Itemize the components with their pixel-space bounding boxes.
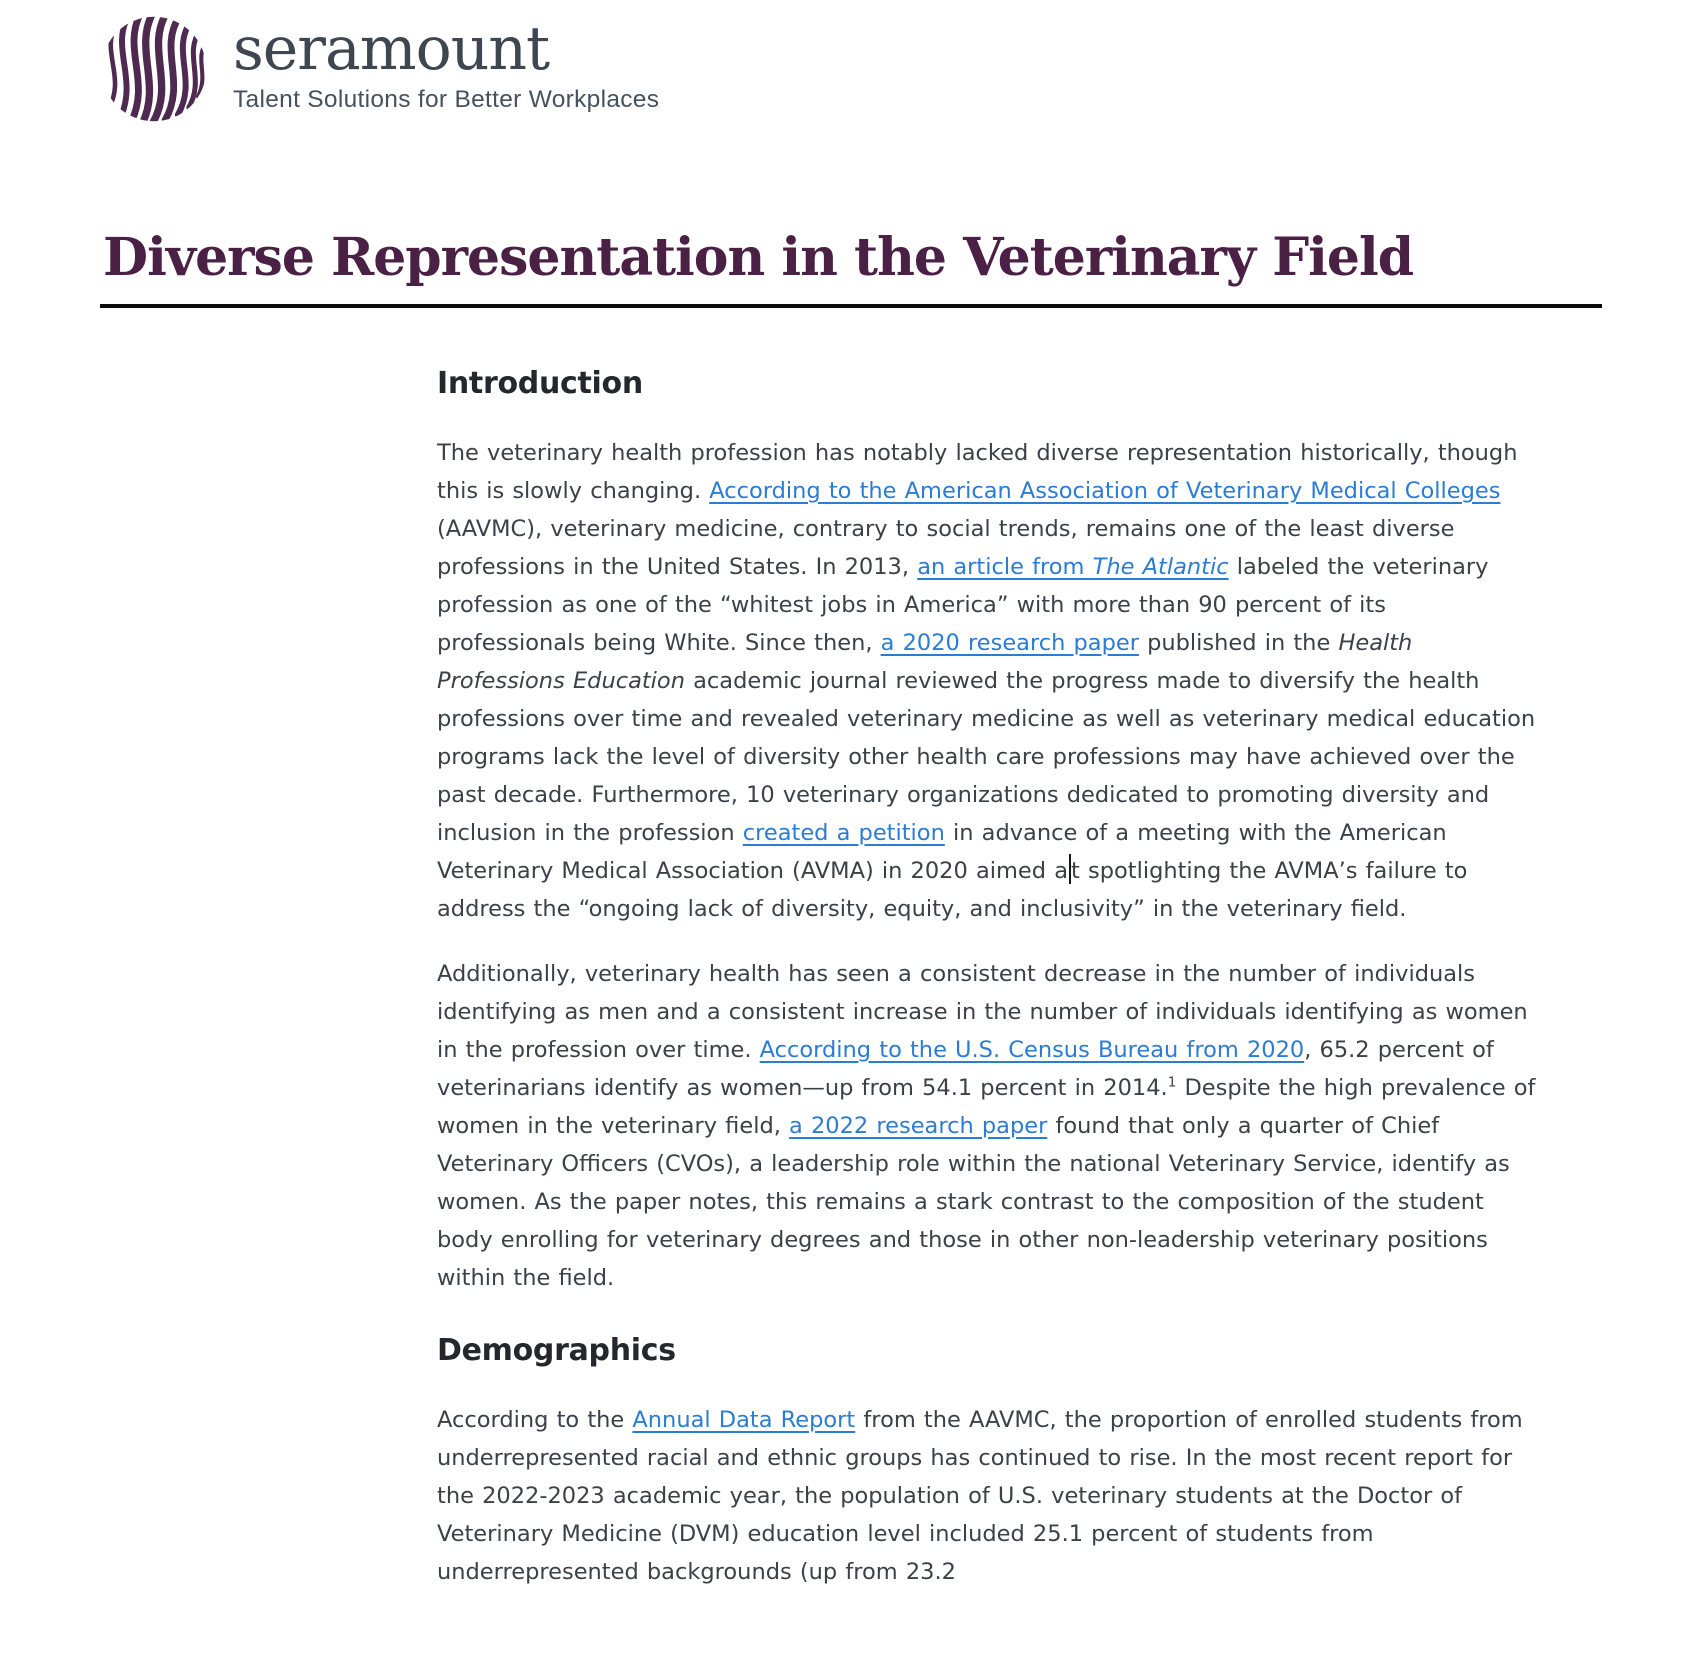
inline-link[interactable]: According to the American Association of Veterinary Medical Colleges xyxy=(709,477,1501,504)
intro-paragraph-1: The veterinary health profession has notably lacked diverse representation historically, though this is slowly changing. According to the American Association of Veterinary Medical Colleges (AAVMC), veterinary medicine, contrary to social trends, remains one of the least diverse professions in the United States. In 2013, an article from The Atlantic labeled the veterinary profession as one of the “whitest jobs in America” with more than 90 percent of its professionals being White. Since then, a 2020 research paper published in the Health Professions Education academic journal reviewed the progress made to diversify the health professions over time and revealed veterinary medicine as well as veterinary medical education programs lack the level of diversity other health care professions may have achieved over the past decade. Furthermore, 10 veterinary organizations dedicated to promoting diversity and inclusion in the profession created a petition in advance of a meeting with the American Veterinary Medical Association (AVMA) in 2020 aimed a t spotlighting the AVMA’s failure to address the “ongoing lack of diversity, equity, and inclusivity” in the veterinary field. xyxy=(437,439,1536,922)
article-body xyxy=(437,366,1542,1591)
title-divider xyxy=(100,304,1602,308)
section-heading-introduction: Introduction xyxy=(437,365,643,401)
italic-text: Health Professions Education xyxy=(437,629,1413,694)
text-cursor-caret xyxy=(1069,854,1071,884)
inline-link[interactable]: an article from xyxy=(917,553,1093,580)
inline-link[interactable]: a 2022 research paper xyxy=(789,1112,1048,1139)
intro-paragraph-2: Additionally, veterinary health has seen a consistent decrease in the number of individuals identifying as men and a consistent increase in the number of individuals identifying as women in the profession over time. According to the U.S. Census Bureau from 2020, 65.2 percent of veterinarians identify as women—up from 54.1 percent in 2014.$^1$ Despite the high prevalence of women in the veterinary field, a 2022 research paper found that only a quarter of Chief Veterinary Officers (CVOs), a leadership role within the national Veterinary Service, identify as women. As the paper notes, this remains a stark contrast to the composition of the student body enrolling for veterinary degrees and those in other non-leadership veterinary positions within the field. xyxy=(437,960,1536,1291)
footnote-reference: 1 xyxy=(1167,1074,1177,1091)
inline-link[interactable]: created a petition xyxy=(742,819,945,846)
brand-tagline: Talent Solutions for Better Workplaces xyxy=(233,86,660,113)
inline-link[interactable]: Annual Data Report xyxy=(632,1406,856,1433)
inline-link[interactable]: According to the U.S. Census Bureau from 2020 xyxy=(759,1036,1305,1063)
brand-text-block xyxy=(233,14,660,114)
brand-name: seramount xyxy=(233,14,550,84)
inline-link[interactable]: The Atlantic xyxy=(1092,553,1229,580)
demographics-paragraph-1: According to the Annual Data Report from the AAVMC, the proportion of enrolled students from underrepresented racial and ethnic groups has continued to rise. In the most recent report for the 2022-2023 academic year, the population of U.S. veterinary students at the Doctor of Veterinary Medicine (DVM) education level included 25.1 percent of students from underrepresented backgrounds (up from 23.2 xyxy=(437,1406,1523,1585)
page-title: Diverse Representation in the Veterinary Field xyxy=(103,227,1414,288)
seramount-logo-icon xyxy=(95,14,213,124)
inline-link[interactable]: a 2020 research paper xyxy=(880,629,1139,656)
brand-header xyxy=(0,0,1695,124)
section-heading-demographics: Demographics xyxy=(437,1332,676,1368)
